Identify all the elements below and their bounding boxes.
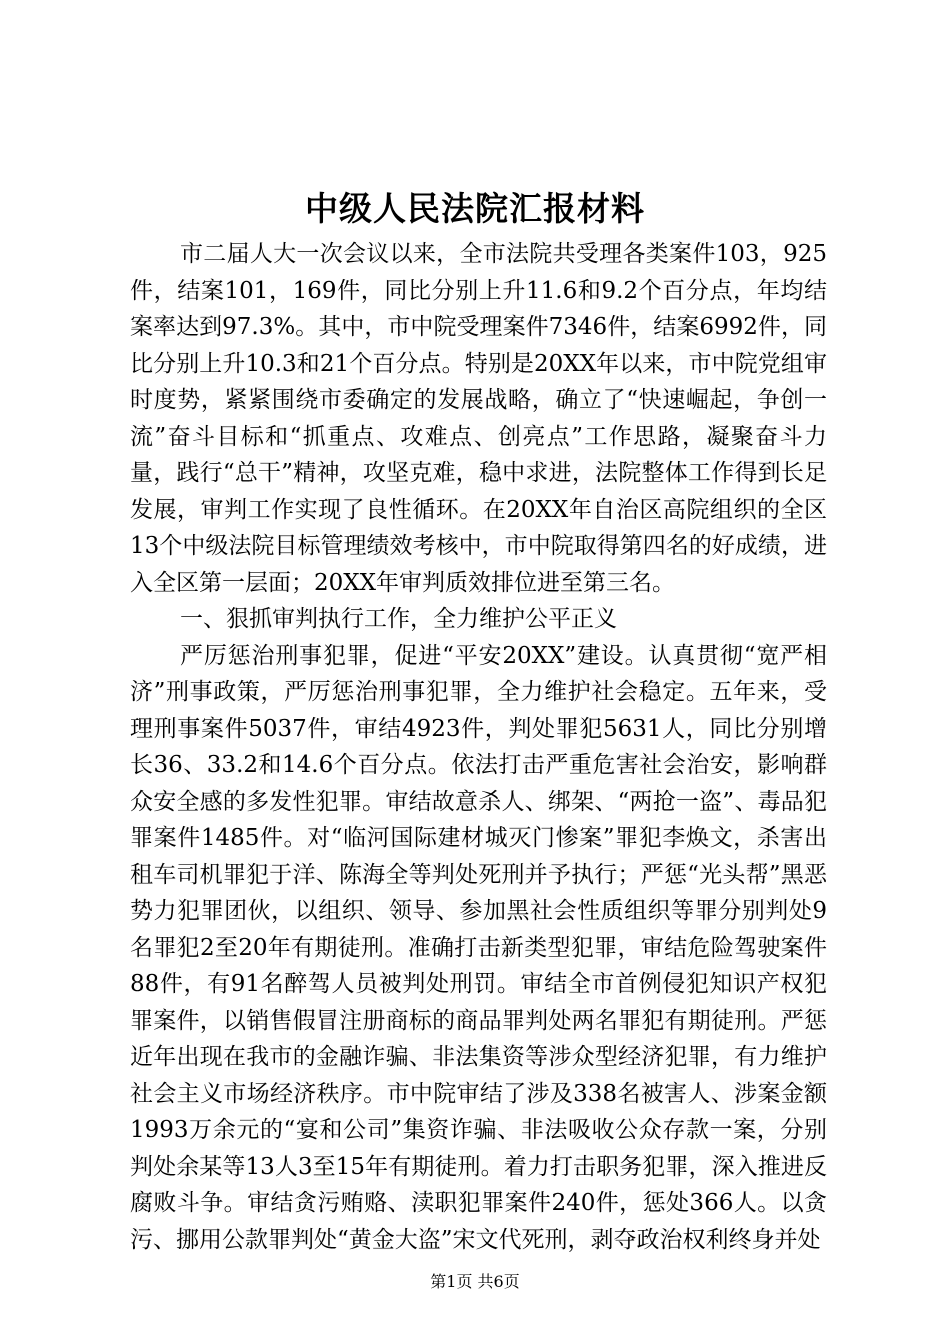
paragraph-intro: 市二届人大一次会议以来，全市法院共受理各类案件103，925件，结案101，169件，同比分别上升11.6和9.2个百分点，年均结案率达到97.3%。其中，市中院受理案件7346件，结案6992件，同比分别上升10.3和21个百分点。特别是20XX年以来，市中院党组审时度势，紧紧围绕市委确定的发展战略，确立了“快速崛起，争创一流”奋斗目标和“抓重点、攻难点、创亮点”工作思路，凝聚奋斗力量，践行“总干”精神，攻坚克难，稳中求进，法院整体工作得到长足发展，审判工作实现了良性循环。在20XX年自治区高院组织的全区13个中级法院目标管理绩效考核中，市中院取得第四名的好成绩，进入全区第一层面；20XX年审判质效排位进至第三名。: [130, 241, 827, 596]
document-body: [130, 236, 827, 1258]
page-footer: 第1页 共6页: [430, 1272, 520, 1291]
paragraph-criminal: 严厉惩治刑事犯罪，促进“平安20XX”建设。认真贯彻“宽严相济”刑事政策，严厉惩治刑事犯罪，全力维护社会稳定。五年来，受理刑事案件5037件，审结4923件，判处罪犯5631人，同比分别增长36、33.2和14.6个百分点。依法打击严重危害社会治安，影响群众安全感的多发性犯罪。审结故意杀人、绑架、“两抢一盗”、毒品犯罪案件1485件。对“临河国际建材城灭门惨案”罪犯李焕文，杀害出租车司机罪犯于洋、陈海全等判处死刑并予执行；严惩“光头帮”黑恶势力犯罪团伙，以组织、领导、参加黑社会性质组织等罪分别判处9名罪犯2至20年有期徒刑。准确打击新类型犯罪，审结危险驾驶案件88件，有91名醉驾人员被判处刑罚。审结全市首例侵犯知识产权犯罪案件，以销售假冒注册商标的商品罪判处两名罪犯有期徒刑。严惩近年出现在我市的金融诈骗、非法集资等涉众型经济犯罪，有力维护社会主义市场经济秩序。市中院审结了涉及338名被害人、涉案金额1993万余元的“宴和公司”集资诈骗、非法吸收公众存款一案，分别判处余某等13人3至15年有期徒刑。着力打击职务犯罪，深入推进反腐败斗争。审结贪污贿赂、渎职犯罪案件240件，惩处366人。以贪污、挪用公款罪判处“黄金大盗”宋文代死刑，剥夺政治权利终身并处: [130, 642, 827, 1253]
section-heading: 一、狠抓审判执行工作，全力维护公平正义: [180, 606, 617, 632]
document-title: 中级人民法院汇报材料: [305, 189, 645, 228]
